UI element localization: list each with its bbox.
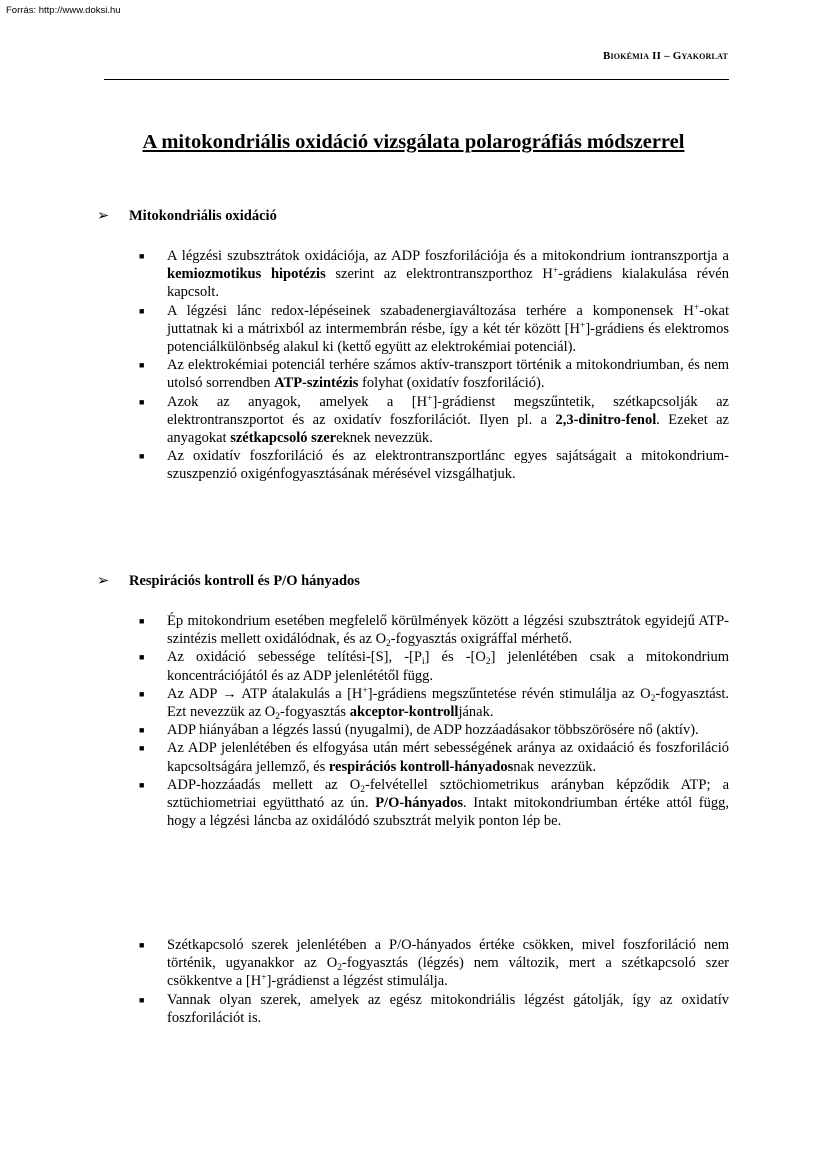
square-bullet-icon: ■ — [139, 305, 145, 316]
page-title: A mitokondriális oxidáció vizsgálata polarográfiás módszerrel — [142, 131, 685, 153]
header-rule — [104, 79, 729, 80]
section2-list — [139, 612, 729, 830]
list-item: ■ Vannak olyan szerek, amelyek az egész mitokondriális légzést gátolják, így az oxidatív foszforilációt is. — [139, 991, 729, 1026]
arrow-bullet-icon: ➢ — [97, 573, 110, 589]
square-bullet-icon: ■ — [139, 360, 145, 371]
square-bullet-icon: ■ — [139, 940, 145, 950]
square-bullet-icon: ■ — [139, 451, 145, 462]
list-item: ■ Szétkapcsoló szerek jelenlétében a P/O-hányados értéke csökken, mivel foszforiláció nem történik, ugyanakkor az $O_2$-fogyasztás (légzés) nem változik, mert a szétkapcsoló szer csökkentve a [H+]-grádienst a légzést stimulálja. — [139, 937, 729, 990]
section-title: Mitokondriális oxidáció — [129, 208, 277, 224]
section1-list — [139, 247, 729, 484]
running-header: Biokémia II – Gyakorlat — [602, 50, 728, 62]
section-heading-oxidation — [97, 208, 277, 225]
list-item: ■ Az oxidáció sebessége telítési-[S], $-[P_i]$ és $-[O_2]$ jelenlétében csak a mitokondrium koncentrációjától és az ADP jelenlététől függ. — [139, 649, 730, 684]
source-url: Forrás: http://www.doksi.hu — [6, 5, 121, 16]
list-item: ■ Az oxidatív foszforiláció és az elektrontranszportlánc egyes sajátságait a mitokondrium-szuszpenzió oxigénfogyasztásának mérésével vizsgálhatjuk. — [139, 448, 729, 483]
list-item: ■ Az ADP jelenlétében és elfogyása után mért sebességének aránya az oxidaáció és foszforiláció kapcsoltságára jellemző, és respirációs kontroll-hányadosnak nevezzük. — [139, 740, 729, 775]
list-item: ■ Ép mitokondrium esetében megfelelő körülmények között a légzési szubsztrátok egyidejű ATP-szintézis mellett oxidálódnak, és az $O_2$-fogyasztás oxigráffal mérhető. — [139, 613, 729, 650]
list-item: ■ A légzési szubsztrátok oxidációja, az ADP foszforilációja és a mitokondrium iontranszportja a kemiozmotikus hipotézis szerint az elektrontranszporthoz H+-grádiens kialakulása révén kapcsolt. — [139, 248, 729, 301]
square-bullet-icon: ■ — [139, 251, 145, 261]
arrow-bullet-icon: ➢ — [97, 208, 110, 224]
square-bullet-icon: ■ — [139, 725, 145, 736]
list-item: ■ Az elektrokémiai potenciál terhére számos aktív-transzport történik a mitokondriumban, és nem utolsó sorrendben ATP-szintézis folyhat (oxidatív foszforiláció). — [139, 357, 729, 392]
list-item: ■ A légzési lánc redox-lépéseinek szabadenergiaváltozása terhére a komponensek H+-okat juttatnak ki a mátrixból az intermembrán résbe, így a két tér között [H+]-grádiens és elektromos potenciálkülönbség alakul ki (kettő együtt az elektrokémiai potenciál). — [139, 302, 729, 356]
section2-list-continued — [139, 936, 729, 1027]
section-heading-respiratory-control — [97, 573, 360, 590]
square-bullet-icon: ■ — [139, 616, 145, 626]
square-bullet-icon: ■ — [139, 652, 145, 663]
list-item: ■ ADP-hozzáadás mellett az $O_2$-felvétellel sztöchiometrikus arányban képződik ATP; a sztüchiometriai együttható az ún. P/O-hányados. Intakt mitokondriumban értéke attól függ, hogy a légzési láncba az oxidálódó szubsztrát melyik ponton lép be. — [139, 776, 730, 830]
list-item: ■ ADP hiányában a légzés lassú (nyugalmi), de ADP hozzáadásakor többszörösére nő (aktív). — [139, 722, 699, 739]
arrow-icon: → — [222, 685, 237, 702]
square-bullet-icon: ■ — [139, 688, 145, 699]
square-bullet-icon: ■ — [139, 743, 145, 754]
square-bullet-icon: ■ — [139, 779, 145, 790]
list-item: ■ Azok az anyagok, amelyek a [H+]-grádienst megszűntetik, szétkapcsolják az elektrontranszportot és az oxidatív foszforilációt. Ilyen pl. a 2,3-dinitro-fenol. Ezeket az anyagokat szétkapcsoló szereknek nevezzük. — [139, 393, 729, 447]
list-item: ■ Az ADP → ATP átalakulás a [H+]-grádiens megszűntetése révén stimulálja az $O_2$-fogyasztást. Ezt nevezzük az $O_2$-fogyasztás akceptor-kontrolljának. — [139, 685, 730, 723]
square-bullet-icon: ■ — [139, 396, 145, 407]
square-bullet-icon: ■ — [139, 994, 145, 1005]
section-title: Respirációs kontroll és P/O hányados — [129, 573, 360, 589]
